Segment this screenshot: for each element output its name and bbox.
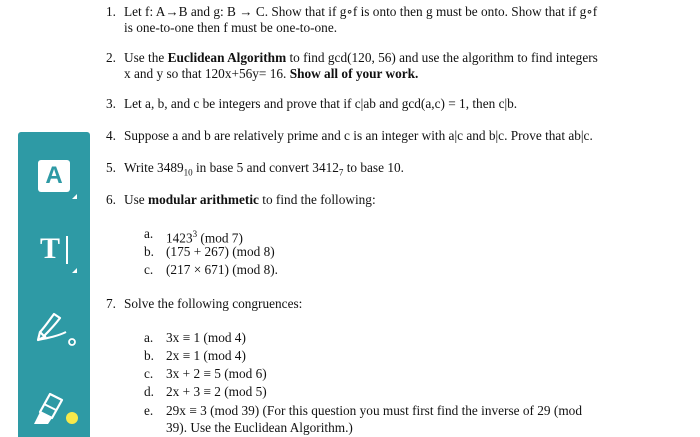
q6-part-a-mod: (mod 7) <box>197 230 243 246</box>
q5-text <box>124 160 404 181</box>
q5-sub-a: 10 <box>183 167 193 178</box>
highlighter-tool-button[interactable] <box>32 378 72 418</box>
q7-part-d: 2x + 3 ≡ 2 (mod 5) <box>166 384 267 399</box>
highlighter-icon <box>32 378 80 426</box>
q2-line2-b: Show all of your work. <box>289 66 419 81</box>
q7-part-c: 3x + 2 ≡ 5 (mod 6) <box>166 366 267 381</box>
q7-part-e: 29x ≡ 3 (mod 39) (For this question you must first find the inverse of 29 (mod <box>166 403 582 418</box>
q7-part-b-label: b. <box>144 348 154 363</box>
annotation-toolbar <box>18 132 90 437</box>
q7-text: Solve the following congruences: <box>124 296 303 311</box>
q5-text-c: to base 10. <box>343 160 404 175</box>
q6-part-c-label: c. <box>144 262 154 277</box>
q6-text-a: Use <box>124 192 149 207</box>
q6-part-c: (217 × 671) (mod 8). <box>166 262 279 277</box>
q6-part-a-sup: 3 <box>192 229 198 239</box>
type-cursor-bar <box>66 236 68 264</box>
q5-text-a: Write 3489 <box>124 160 184 175</box>
q5-sub-b: 7 <box>338 167 344 178</box>
q7-part-d-label: d. <box>144 384 154 399</box>
q3-text: Let a, b, and c be integers and prove that if c|ab and gcd(a,c) = 1, then c|b. <box>124 96 518 111</box>
q6-part-b-label: b. <box>144 244 154 259</box>
q5-text-b: in base 5 and convert 3412 <box>192 160 339 175</box>
q2-line1-b: Euclidean Algorithm <box>167 50 287 65</box>
q6-text-c: to find the following: <box>258 192 376 207</box>
text-box-tool-button[interactable] <box>38 160 70 192</box>
q7-part-b: 2x ≡ 1 (mod 4) <box>166 348 246 363</box>
q7-part-c-label: c. <box>144 366 154 381</box>
q1-number: 1. <box>106 4 116 19</box>
pen-icon <box>34 302 78 346</box>
q1-line2: is one-to-one then f must be one-to-one. <box>124 20 338 35</box>
q4-number: 4. <box>106 128 116 143</box>
q7-part-a: 3x ≡ 1 (mod 4) <box>166 330 246 345</box>
q5-number: 5. <box>106 160 116 175</box>
pen-tool-button[interactable] <box>34 302 74 342</box>
q6-part-a-label: a. <box>144 226 154 241</box>
q7-part-e-label: e. <box>144 403 154 418</box>
q6-part-b: (175 + 267) (mod 8) <box>166 244 275 259</box>
q3-number: 3. <box>106 96 116 111</box>
q7-part-a-label: a. <box>144 330 154 345</box>
q2-number: 2. <box>106 50 116 65</box>
q2-line1 <box>124 50 598 66</box>
text-box-icon: A <box>45 162 63 189</box>
q6-text <box>124 192 376 208</box>
q6-part-a-text: 1423 <box>166 230 193 246</box>
q7-number: 7. <box>106 296 116 311</box>
q6-text-b: modular arithmetic <box>148 192 259 207</box>
text-box-tool-submenu-indicator <box>72 194 77 199</box>
type-tool-submenu-indicator <box>72 268 77 273</box>
q2-line2-a: x and y so that 120x+56y= 16. <box>124 66 290 81</box>
type-cursor-icon: T <box>40 232 61 265</box>
q7-part-e-continued: 39). Use the Euclidean Algorithm.) <box>166 420 353 435</box>
q2-line1-a: Use the <box>124 50 168 65</box>
q6-number: 6. <box>106 192 116 207</box>
type-tool-button[interactable] <box>40 232 80 272</box>
q2-line1-c: to find gcd(120, 56) and use the algorithm to find integers <box>286 50 598 65</box>
q2-line2 <box>124 66 418 82</box>
q4-text: Suppose a and b are relatively prime and c is an integer with a|c and b|c. Prove that ab|c. <box>124 128 593 143</box>
q1-line1: Let f: A→B and g: B → C. Show that if g∘f is onto then g must be onto. Show that if g∘f <box>124 4 598 19</box>
